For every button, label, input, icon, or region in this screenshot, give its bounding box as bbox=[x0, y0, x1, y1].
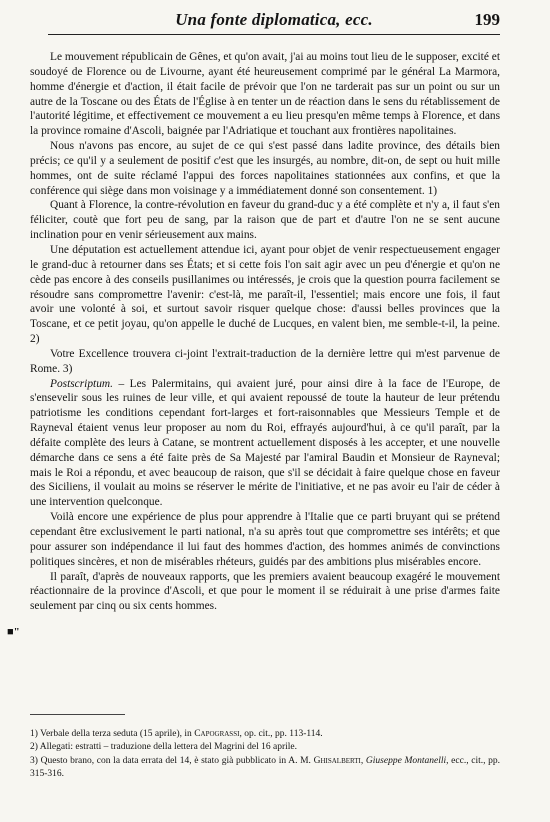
paragraph: Quant à Florence, la contre-révolution en faveur du grand-duc y a été complète et n'y a, il faut s'en féliciter, coutè que fort peu de sang, par la raison que de part et d'autre l'on ne se sent aucune inclination pour en venir sérieusement aux mains. bbox=[30, 199, 500, 242]
footnote-1 bbox=[30, 728, 500, 741]
paragraph: Voilà encore une expérience de plus pour apprendre à l'Italie que ce parti bruyant qui se prétend cependant être exclusivement le parti national, n'a su après tout que compromettre ses intérêts; et que pour assurer son indépendance il lui faut des hommes d'action, des hommes animés de convinctions politiques sincères, et non de misérables rhéteurs, guidés par des ambitions plus misérables encore. bbox=[30, 511, 500, 568]
footnote-text: , ecc., cit., pp. 315-316. bbox=[30, 755, 500, 779]
paragraph: Il paraît, d'après de nouveaux rapports, que les premiers avaient beaucoup exagéré le mouvement réactionnaire de la province d'Ascoli, et que pour le moment il se réduirait à une prise d'armes faite seulement par cinq ou six cents hommes. bbox=[30, 570, 500, 613]
paragraph: Votre Excellence trouvera ci-joint l'extrait-traduction de la dernière lettre qui m'est parvenue de Rome. 3) bbox=[30, 347, 500, 375]
footnote-divider bbox=[30, 714, 125, 715]
footnote-text: Verbale della terza seduta (15 aprile), in bbox=[40, 729, 192, 739]
footnote-author: Ghisalberti bbox=[313, 755, 361, 766]
paragraph: Une députation est actuellement attendue ici, ayant pour objet de venir respectueusement engager le grand-duc à retourner dans ses États; et si cette fois l'on sait agir avec un peu d'énergie et qu'on ne cède pas encore à des conseils pusillanimes ou intéressés, je crois que la question pourra facilement se résoudre sans compromettre l'avenir: c'est-là, me paraît-il, l'essentiel; mais encore une fois, il faut avoir une volonté à soi, et surtout savoir risquer quelque chose: d'aussi belles provinces que la Toscane, et ce petit joyau, qu'on appelle le duché de Lucques, en valent bien, me semble-t-il, la peine. 2) bbox=[30, 243, 500, 346]
footnote-text: Questo brano, con la data errata del 14, è stato già pubblicato in A. M. bbox=[40, 755, 311, 766]
footnote-number: 2) bbox=[30, 742, 38, 753]
postscript-label: Postscriptum. bbox=[50, 377, 113, 390]
footnotes bbox=[30, 728, 500, 781]
margin-mark: ■" bbox=[7, 626, 20, 638]
footnote-number: 3) bbox=[30, 755, 38, 766]
postscript-paragraph: Postscriptum. – Les Palermitains, qui avaient juré, pour ainsi dire à la face de l'Europe, de s'ensevelir sous les ruines de leur ville, et qui avaient repoussé de toute la hauteur de leur prétendu patriotisme les conditions cependant fort-larges et fort-raisonnables que Messieurs Temple et de Rayneval étaient venus leur proposer au nom du Roi, effrayés aujourd'hui, à ce qu'il paraît, par la défaite complète des leurs à Catane, se montrent actuellement disposés à les accepter, et une nouvelle démarche dans ce sens a été faite près de Sa Majesté par l'amiral Baudin et Monsieur de Rayneval; mais le Roi a répondu, et avec beaucoup de raison, que s'il se décidait à faire quelque chose en faveur des Siciliens, il voulait au moins se réserver le mérite de l'initiative, et ne pas avoir eu l'air de céder à une intervention quelconque. bbox=[30, 377, 500, 509]
main-text bbox=[30, 50, 500, 614]
paragraph: Le mouvement républicain de Gênes, et qu'on avait, j'ai au moins tout lieu de le supposer, excité et soudoyé de Florence ou de Livourne, ayant été heureusement comprimé par le général La Marmora, homme d'énergie et d'action, il était facile de prévoir que l'on ne tarderait pas sur un point ou sur un autre de la Toscane ou des États de l'Église à en tenter un de réaction dans le sens du rétablissement de l'autorité légitime, et effectivement ce mouvement a eu lieu presqu'en même temps à Florence, et dans la province romaine d'Ascoli, baignée par l'Adriatique et touchant aux frontières napolitaines. bbox=[30, 51, 500, 138]
page-number: 199 bbox=[474, 10, 500, 29]
footnote-text: Allegati: estratti – traduzione della lettera del Magrini del 16 aprile. bbox=[39, 742, 297, 753]
footnote-3: 3) Questo brano, con la data errata del 14, è stato già pubblicato in A. M. Ghisalberti, Giuseppe Montanelli, ecc., cit., pp. 315-316. bbox=[30, 755, 500, 779]
footnote-text: , op. cit., pp. 113-114. bbox=[239, 729, 323, 739]
footnote-author: Capograssi bbox=[194, 729, 240, 739]
running-title: Una fonte diplomatica, ecc. bbox=[175, 10, 373, 29]
paragraph: Nous n'avons pas encore, au sujet de ce qui s'est passé dans ladite province, des détails bien précis; ce qu'il y a seulement de positif c'est que les insurgés, au nombre, dit-on, de sept ou huit mille hommes, ont de suite réclamé l'appui des forces napolitaines stationnées aux confins, et que la conférence qui siège dans mon voisinage y a immédiatement donné son consentement. 1) bbox=[30, 140, 500, 197]
footnote-title: Giuseppe Montanelli bbox=[365, 755, 447, 766]
postscript-text: Les Palermitains, qui avaient juré, pour ainsi dire à la face de l'Europe, de s'ensevelir sous les ruines de leur ville, et qui avaient repoussé de toute la hauteur de leur prétendu patriotisme les conditions cependant fort-larges et fort-raisonnables que Messieurs Temple et de Rayneval étaient venus leur proposer au nom du Roi, effrayés aujourd'hui, à ce qu'il paraît, par la défaite complète des leurs à Catane, se montrent actuellement disposés à les accepter, et une nouvelle démarche dans ce sens a été faite près de Sa Majesté par l'amiral Baudin et Monsieur de Rayneval; mais le Roi a répondu, et avec beaucoup de raison, que s'il se décidait à faire quelque chose en faveur des Siciliens, il voulait au moins se réserver le mérite de l'initiative, et ne pas avoir eu l'air de céder à une intervention quelconque. bbox=[30, 377, 500, 509]
running-header bbox=[48, 6, 500, 35]
footnote-number: 1) bbox=[30, 729, 38, 739]
footnote-2 bbox=[30, 741, 500, 754]
